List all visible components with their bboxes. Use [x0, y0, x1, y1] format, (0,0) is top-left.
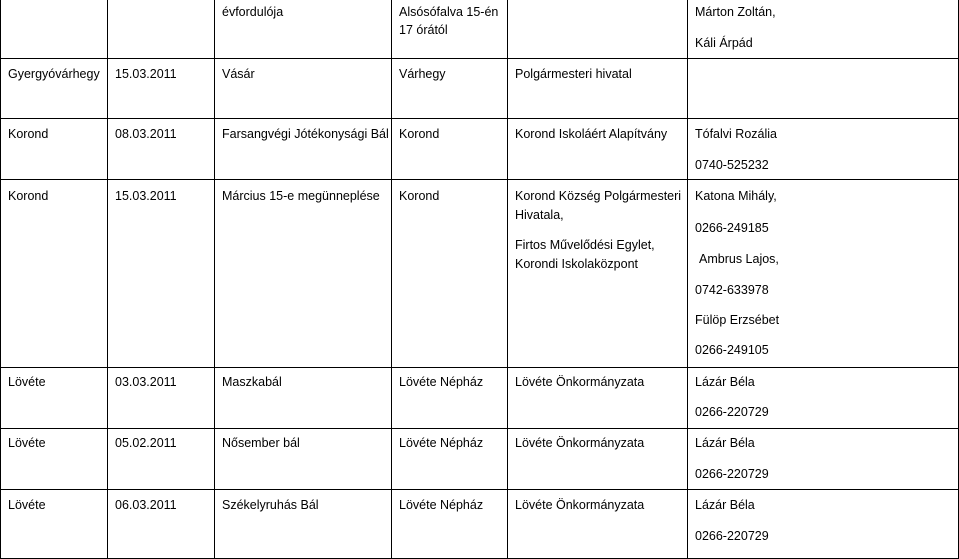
date-cell: 03.03.2011: [115, 375, 177, 389]
contact-cell: 0740-525232: [695, 158, 769, 172]
contact-cell: Lázár Béla: [695, 375, 755, 389]
column-border: [107, 0, 108, 559]
column-border: [391, 0, 392, 559]
location-cell: Lövéte: [8, 498, 46, 512]
contact-cell: Lázár Béla: [695, 498, 755, 512]
contact-cell: Káli Árpád: [695, 36, 753, 50]
venue-cell: Korond: [399, 127, 440, 141]
column-border: [687, 0, 688, 559]
event-cell: Farsangvégi Jótékonysági Bál: [222, 127, 389, 141]
column-border: [214, 0, 215, 559]
row-border: [0, 489, 959, 490]
row-border: [0, 118, 959, 119]
event-cell: évfordulója: [222, 5, 284, 19]
organizer-cell: Korond Község Polgármesteri: [515, 189, 682, 203]
contact-cell: 0266-249105: [695, 343, 769, 357]
date-cell: 06.03.2011: [115, 498, 177, 512]
venue-cell: Lövéte Népház: [399, 436, 484, 450]
event-cell: Vásár: [222, 67, 255, 81]
contact-cell: Lázár Béla: [695, 436, 755, 450]
organizer-cell: Firtos Művelődési Egylet,: [515, 238, 655, 252]
contact-cell: 0266-249185: [695, 221, 769, 235]
contact-cell: 0266-220729: [695, 529, 769, 543]
date-cell: 05.02.2011: [115, 436, 177, 450]
date-cell: 08.03.2011: [115, 127, 177, 141]
event-cell: Március 15-e megünneplése: [222, 189, 380, 203]
venue-cell: Várhegy: [399, 67, 446, 81]
row-border: [0, 428, 959, 429]
location-cell: Korond: [8, 189, 49, 203]
row-border: [0, 179, 959, 180]
venue-cell: Korond: [399, 189, 440, 203]
event-cell: Székelyruhás Bál: [222, 498, 319, 512]
row-border: [0, 58, 959, 59]
organizer-cell: Polgármesteri hivatal: [515, 67, 632, 81]
organizer-cell: Korond Iskoláért Alapítvány: [515, 127, 668, 141]
organizer-cell: Korondi Iskolaközpont: [515, 257, 638, 271]
organizer-cell: Lövéte Önkormányzata: [515, 498, 645, 512]
contact-cell: 0742-633978: [695, 283, 769, 297]
event-cell: Nősember bál: [222, 436, 300, 450]
contact-cell: Márton Zoltán,: [695, 5, 776, 19]
contact-cell: 0266-220729: [695, 405, 769, 419]
venue-cell: Lövéte Népház: [399, 498, 484, 512]
date-cell: 15.03.2011: [115, 189, 177, 203]
row-border: [0, 367, 959, 368]
column-border: [507, 0, 508, 559]
contact-cell: Katona Mihály,: [695, 189, 777, 203]
contact-cell: Ambrus Lajos,: [699, 252, 779, 266]
organizer-cell: Hivatala,: [515, 208, 564, 222]
venue-cell: 17 órától: [399, 23, 448, 37]
contact-cell: 0266-220729: [695, 467, 769, 481]
location-cell: Gyergyóvárhegy: [8, 67, 100, 81]
location-cell: Lövéte: [8, 375, 46, 389]
location-cell: Korond: [8, 127, 49, 141]
organizer-cell: Lövéte Önkormányzata: [515, 436, 645, 450]
venue-cell: Alsósófalva 15-én: [399, 5, 499, 19]
contact-cell: Fülöp Erzsébet: [695, 313, 780, 327]
organizer-cell: Lövéte Önkormányzata: [515, 375, 645, 389]
event-cell: Maszkabál: [222, 375, 282, 389]
contact-cell: Tófalvi Rozália: [695, 127, 777, 141]
location-cell: Lövéte: [8, 436, 46, 450]
date-cell: 15.03.2011: [115, 67, 177, 81]
venue-cell: Lövéte Népház: [399, 375, 484, 389]
column-border: [0, 0, 1, 559]
